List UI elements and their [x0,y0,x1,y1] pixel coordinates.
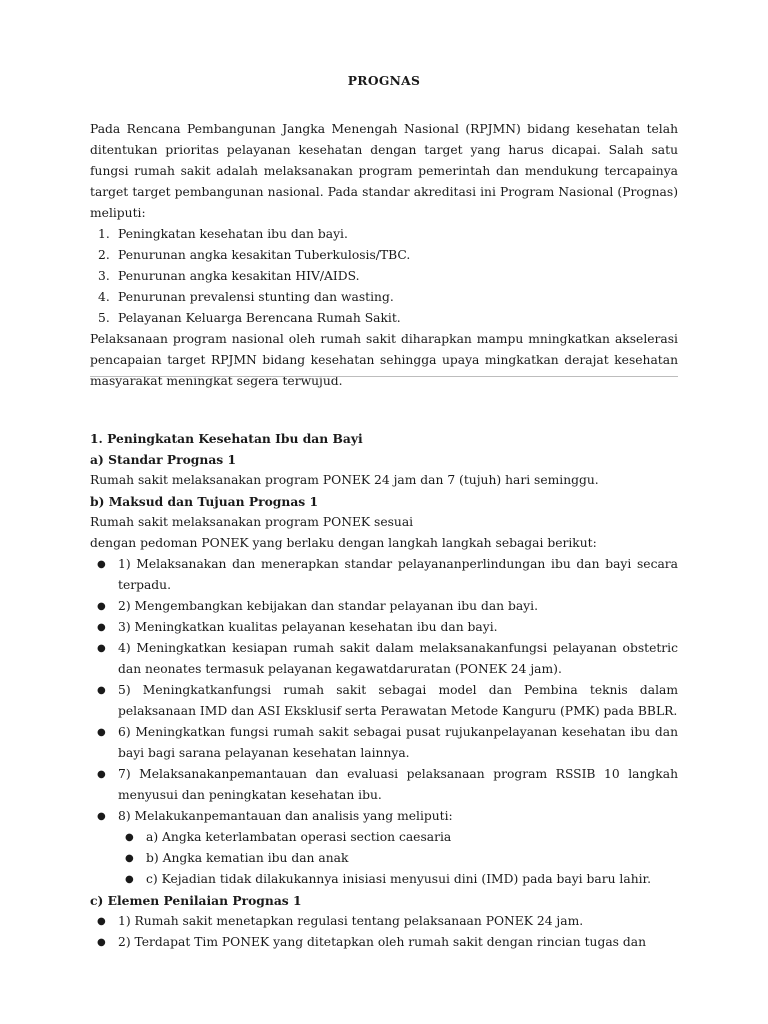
list-item-text: Penurunan angka kesakitan Tuberkulosis/TBC. [118,248,411,262]
list-item [90,554,678,596]
list-number: 3. [98,269,110,283]
bullet-icon: ● [97,643,106,654]
list-item [90,911,678,932]
list-number: 2. [98,248,110,262]
purpose-list [90,554,678,827]
list-item-text: Penurunan angka kesakitan HIV/AIDS. [118,269,360,283]
list-item [90,848,678,869]
bullet-icon: ● [97,685,106,696]
list-item [90,827,678,848]
intro-closing-paragraph: Pelaksanaan program nasional oleh rumah sakit diharapkan mampu mningkatkan akselerasi pencapaian target RPJMN bidang kesehatan sehingga upaya mingkatkan derajat kesehatan masyarakat meningkat segera terwujud. [90,332,678,388]
list-item-text: 3) Meningkatkan kualitas pelayanan kesehatan ibu dan bayi. [118,620,498,634]
bullet-icon: ● [97,622,106,633]
section-1 [90,428,678,953]
purpose-text: dengan pedoman PONEK yang berlaku dengan langkah langkah sebagai berikut: [90,536,597,550]
list-item-text: 1) Melaksanakan dan menerapkan standar pelayananperlindungan ibu dan bayi secara terpadu. [118,557,678,592]
analysis-sublist [90,827,678,890]
bullet-icon: ● [125,874,134,885]
list-item-text: Peningkatan kesehatan ibu dan bayi. [118,227,348,241]
list-item-text: 6) Meningkatkan fungsi rumah sakit sebagai pusat rujukanpelayanan kesehatan ibu dan bayi bagi sarana pelayanan kesehatan lainnya. [118,725,678,760]
subsection-heading-a: a) Standar Prognas 1 [90,452,237,467]
list-item-text: 2) Terdapat Tim PONEK yang ditetapkan oleh rumah sakit dengan rincian tugas dan [118,935,646,949]
list-item [90,596,678,617]
bullet-icon: ● [97,769,106,780]
intro-paragraph: Pada Rencana Pembangunan Jangka Menengah Nasional (RPJMN) bidang kesehatan telah ditentukan prioritas pelayanan kesehatan dengan target yang harus dicapai. Salah satu fungsi rumah sakit adalah melaksanakan program pemerintah dan mendukung tercapainya target target pembangunan nasional. Pada standar akreditasi ini Program Nasional (Prognas) meliputi: [90,122,678,220]
intro-section [90,119,678,392]
subsection-heading-c: c) Elemen Penilaian Prognas 1 [90,893,302,908]
list-item-text: 4) Meningkatkan kesiapan rumah sakit dalam melaksanakanfungsi pelayanan obstetric dan neonates termasuk pelayanan kegawatdaruratan (PONEK 24 jam). [118,641,678,676]
list-item-text: 8) Melakukanpemantauan dan analisis yang meliputi: [118,809,453,823]
list-item [90,932,678,953]
list-item-text: b) Angka kematian ibu dan anak [146,851,349,865]
bullet-icon: ● [125,832,134,843]
list-item-text: 2) Mengembangkan kebijakan dan standar pelayanan ibu dan bayi. [118,599,538,613]
bullet-icon: ● [97,601,106,612]
standard-text: Rumah sakit melaksanakan program PONEK 24 jam dan 7 (tujuh) hari seminggu. [90,473,599,487]
list-item-text: a) Angka keterlambatan operasi section caesaria [146,830,452,844]
bullet-icon: ● [97,937,106,948]
list-number: 4. [98,290,110,304]
list-item [90,680,678,722]
list-item [90,869,678,890]
page-title: PROGNAS [347,73,421,88]
list-item [90,617,678,638]
list-item [90,266,678,287]
bullet-icon: ● [97,916,106,927]
subsection-heading-b: b) Maksud dan Tujuan Prognas 1 [90,494,319,509]
list-item-text: Penurunan prevalensi stunting dan wasting. [118,290,394,304]
purpose-text: Rumah sakit melaksanakan program PONEK sesuai [90,515,414,529]
list-item-text: c) Kejadian tidak dilakukannya inisiasi menyusui dini (IMD) pada bayi baru lahir. [146,872,651,886]
bullet-icon: ● [97,811,106,822]
assessment-list [90,911,678,953]
list-item [90,722,678,764]
bullet-icon: ● [97,727,106,738]
list-item [90,224,678,245]
list-item [90,638,678,680]
list-item [90,245,678,266]
list-item [90,764,678,806]
list-item-text: 7) Melaksanakanpemantauan dan evaluasi pelaksanaan program RSSIB 10 langkah menyusui dan peningkatan kesehatan ibu. [118,767,678,802]
list-item [90,308,678,329]
section-heading: 1. Peningkatan Kesehatan Ibu dan Bayi [90,431,363,446]
list-item-text: 5) Meningkatkanfungsi rumah sakit sebagai model dan Pembina teknis dalam pelaksanaan IMD dan ASI Eksklusif serta Perawatan Metode Kanguru (PMK) pada BBLR. [118,683,678,718]
list-item-text: Pelayanan Keluarga Berencana Rumah Sakit. [118,311,401,325]
list-number: 1. [98,227,110,241]
list-number: 5. [98,311,110,325]
bullet-icon: ● [125,853,134,864]
list-item [90,806,678,827]
horizontal-divider [90,376,678,377]
prognas-list [90,224,678,329]
bullet-icon: ● [97,559,106,570]
list-item-text: 1) Rumah sakit menetapkan regulasi tentang pelaksanaan PONEK 24 jam. [118,914,584,928]
list-item [90,287,678,308]
